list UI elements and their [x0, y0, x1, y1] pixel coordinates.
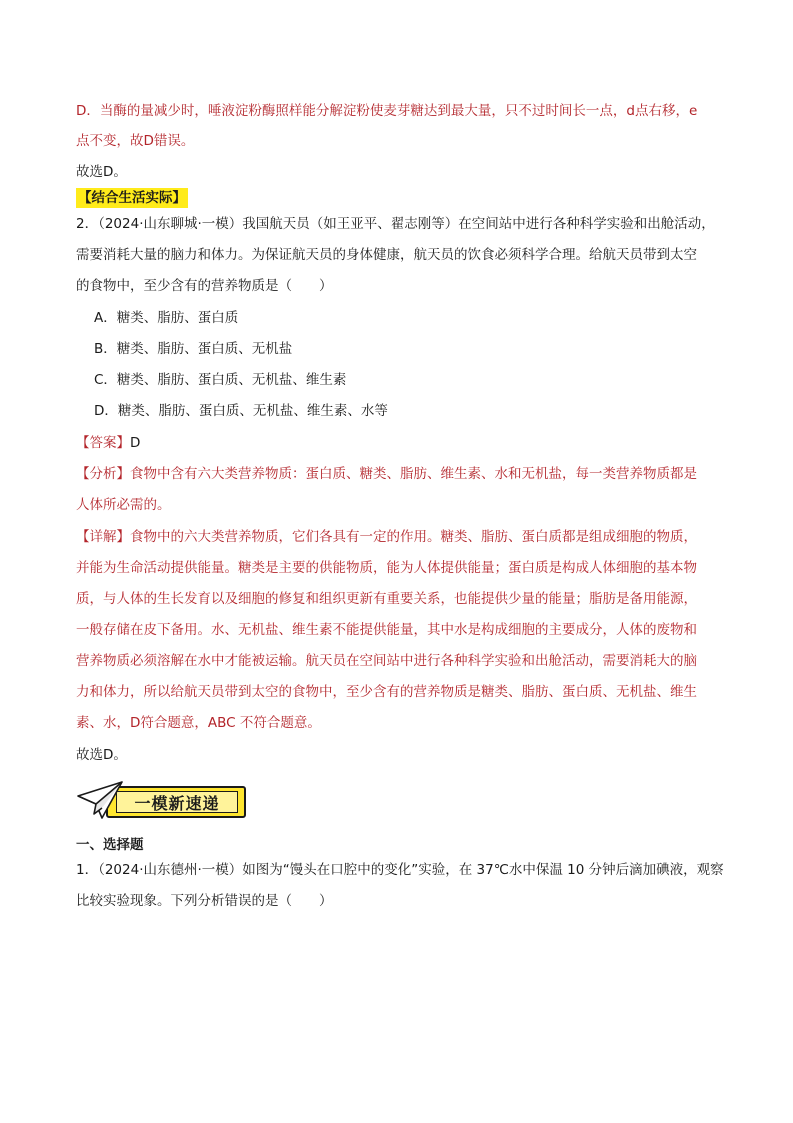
q2-detail-line3: 质，与人体的生长发育以及细胞的修复和组织更新有重要关系，也能提供少量的能量；脂肪是备用能源，	[76, 591, 697, 607]
q2-detail-line2: 并能为生命活动提供能量。糖类是主要的供能物质，能为人体提供能量；蛋白质是构成人体细胞的基本物	[76, 560, 697, 576]
q2-detail-line4: 一般存储在皮下备用。水、无机盐、维生素不能提供能量，其中水是构成细胞的主要成分，人体的废物和	[76, 622, 697, 638]
banner-box	[106, 786, 246, 818]
prev-conclusion: 故选D。	[76, 164, 127, 180]
q1-stem-line1: 1．（2024·山东德州·一模）如图为“馒头在口腔中的变化”实验，在 37℃水中保温 10 分钟后滴加碘液，观察	[76, 862, 724, 878]
tag-life	[76, 188, 188, 208]
q2-detail-line7: 素、水，D符合题意，ABC 不符合题意。	[76, 715, 321, 731]
q2-option-a: A．糖类、脂肪、蛋白质	[94, 310, 239, 326]
q2-stem-line1: 2．（2024·山东聊城·一模）我国航天员（如王亚平、翟志刚等）在空间站中进行各种科学实验和出舱活动，	[76, 216, 715, 232]
q2-answer	[76, 433, 140, 453]
banner-title: 一模新速递	[116, 791, 238, 813]
prev-option-d-line1: D．当酶的量减少时，唾液淀粉酶照样能分解淀粉使麦芽糖达到最大量，只不过时间长一点，d点右移，e	[76, 103, 698, 119]
q2-option-b: B．糖类、脂肪、蛋白质、无机盐	[94, 341, 293, 357]
tag-life-label: 【结合生活实际】	[78, 190, 186, 206]
q2-option-d: D．糖类、脂肪、蛋白质、无机盐、维生素、水等	[94, 403, 388, 419]
q2-stem-line2: 需要消耗大量的脑力和体力。为保证航天员的身体健康，航天员的饮食必须科学合理。给航天员带到太空	[76, 247, 697, 263]
analysis-text: 食物中含有六大类营养物质：蛋白质、糖类、脂肪、维生素、水和无机盐，每一类营养物质都是	[130, 466, 697, 482]
detail-label: 【详解】	[76, 529, 130, 545]
q2-detail-line1	[76, 527, 697, 547]
answer-label: 【答案】	[76, 435, 130, 451]
q1-stem-line2: 比较实验现象。下列分析错误的是（ ）	[76, 893, 333, 909]
analysis-label: 【分析】	[76, 466, 130, 482]
section-banner	[76, 778, 256, 826]
answer-value: D	[130, 435, 141, 451]
q2-detail-line6: 力和体力，所以给航天员带到太空的食物中，至少含有的营养物质是糖类、脂肪、蛋白质、无机盐、维生	[76, 684, 697, 700]
section-heading: 一、选择题	[76, 837, 144, 853]
q2-analysis-line2: 人体所必需的。	[76, 497, 171, 513]
q2-analysis-line1	[76, 464, 697, 484]
prev-option-d-line2: 点不变，故D错误。	[76, 133, 195, 149]
detail-text: 食物中的六大类营养物质，它们各具有一定的作用。糖类、脂肪、蛋白质都是组成细胞的物质，	[130, 529, 697, 545]
q2-detail-line5: 营养物质必须溶解在水中才能被运输。航天员在空间站中进行各种科学实验和出舱活动，需要消耗大的脑	[76, 653, 697, 669]
q2-option-c: C．糖类、脂肪、蛋白质、无机盐、维生素	[94, 372, 347, 388]
paper-plane-icon	[76, 778, 124, 822]
q2-stem-line3: 的食物中，至少含有的营养物质是（ ）	[76, 278, 333, 294]
q2-conclusion: 故选D。	[76, 747, 127, 763]
